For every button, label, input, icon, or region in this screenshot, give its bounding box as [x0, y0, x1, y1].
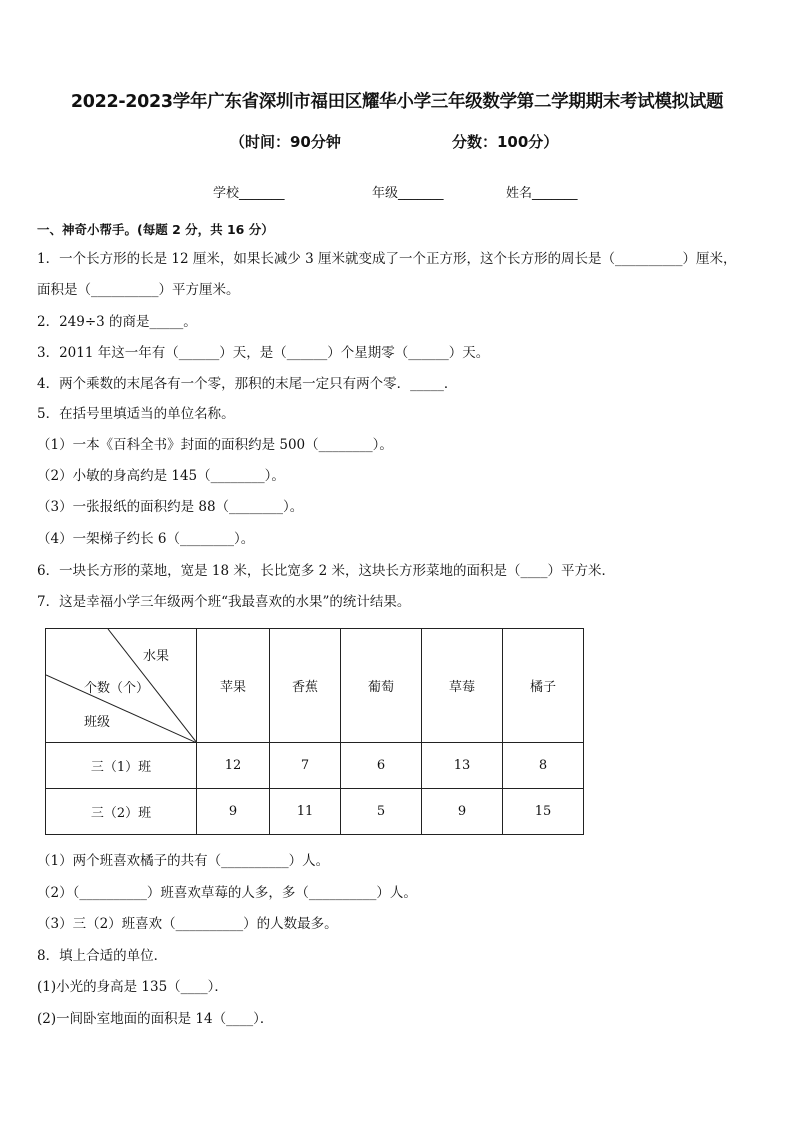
- question-1-line-1: 1．一个长方形的长是 12 厘米，如果长减少 3 厘米就变成了一个正方形，这个长方形的周长是（__________）厘米，: [37, 251, 737, 267]
- corner-label-fruit: 水果: [143, 649, 170, 664]
- table-corner-cell: [46, 629, 197, 743]
- question-4: 4．两个乘数的末尾各有一个零，那积的末尾一定只有两个零．_____．: [37, 376, 458, 392]
- question-2: 2．249÷3 的商是_____。: [37, 314, 197, 330]
- school-field[interactable]: 学校_______: [213, 186, 285, 201]
- question-7-3: （3）三（2）班喜欢（__________）的人数最多。: [37, 916, 338, 932]
- fruit-header-apple: 苹果: [197, 629, 270, 743]
- fruit-stats-table: [45, 628, 584, 835]
- question-5: 5．在括号里填适当的单位名称。: [37, 406, 235, 422]
- fruit-header-grape: 葡萄: [341, 629, 422, 743]
- question-8: 8．填上合适的单位．: [37, 948, 168, 964]
- question-7-2: （2）（__________）班喜欢草莓的人多，多（__________）人。: [37, 885, 417, 901]
- table-cell: 15: [503, 789, 584, 835]
- table-cell: 12: [197, 743, 270, 789]
- question-1-line-2: 面积是（__________）平方厘米。: [37, 282, 240, 298]
- class-label: 三（2）班: [46, 789, 197, 835]
- section-heading: 一、神奇小帮手。(每题 2 分，共 16 分）: [37, 222, 274, 237]
- corner-label-class: 班级: [84, 715, 111, 730]
- question-5-4: （4）一架梯子约长 6（________）。: [37, 531, 255, 547]
- question-3: 3．2011 年这一年有（______）天，是（______）个星期零（______）天。: [37, 345, 490, 361]
- question-8-1: (1)小光的身高是 135（____）．: [37, 979, 228, 995]
- class-label: 三（1）班: [46, 743, 197, 789]
- question-8-2: (2)一间卧室地面的面积是 14（____）．: [37, 1011, 274, 1027]
- exam-score: 分数：100分）: [452, 133, 559, 151]
- question-7-1: （1）两个班喜欢橘子的共有（__________）人。: [37, 853, 330, 869]
- question-5-2: （2）小敏的身高约是 145（________）。: [37, 468, 285, 484]
- exam-time: （时间：90分钟: [230, 133, 341, 151]
- question-6: 6．一块长方形的菜地，宽是 18 米，长比宽多 2 米，这块长方形菜地的面积是（____）平方米．: [37, 563, 616, 579]
- name-field[interactable]: 姓名_______: [506, 186, 578, 201]
- table-cell: 9: [197, 789, 270, 835]
- corner-label-count: 个数（个）: [84, 681, 150, 696]
- table-row: [46, 743, 584, 789]
- question-5-1: （1）一本《百科全书》封面的面积约是 500（________）。: [37, 437, 393, 453]
- question-7: 7．这是幸福小学三年级两个班“我最喜欢的水果”的统计结果。: [37, 594, 411, 610]
- table-cell: 6: [341, 743, 422, 789]
- question-5-3: （3）一张报纸的面积约是 88（________）。: [37, 499, 304, 515]
- table-cell: 7: [270, 743, 341, 789]
- table-row: [46, 789, 584, 835]
- table-cell: 5: [341, 789, 422, 835]
- table-cell: 13: [422, 743, 503, 789]
- fruit-header-orange: 橘子: [503, 629, 584, 743]
- fruit-header-strawberry: 草莓: [422, 629, 503, 743]
- page-title: 2022-2023学年广东省深圳市福田区耀华小学三年级数学第二学期期末考试模拟试题: [70, 92, 724, 112]
- table-cell: 9: [422, 789, 503, 835]
- table-cell: 11: [270, 789, 341, 835]
- fruit-header-banana: 香蕉: [270, 629, 341, 743]
- table-cell: 8: [503, 743, 584, 789]
- grade-field[interactable]: 年级_______: [372, 186, 444, 201]
